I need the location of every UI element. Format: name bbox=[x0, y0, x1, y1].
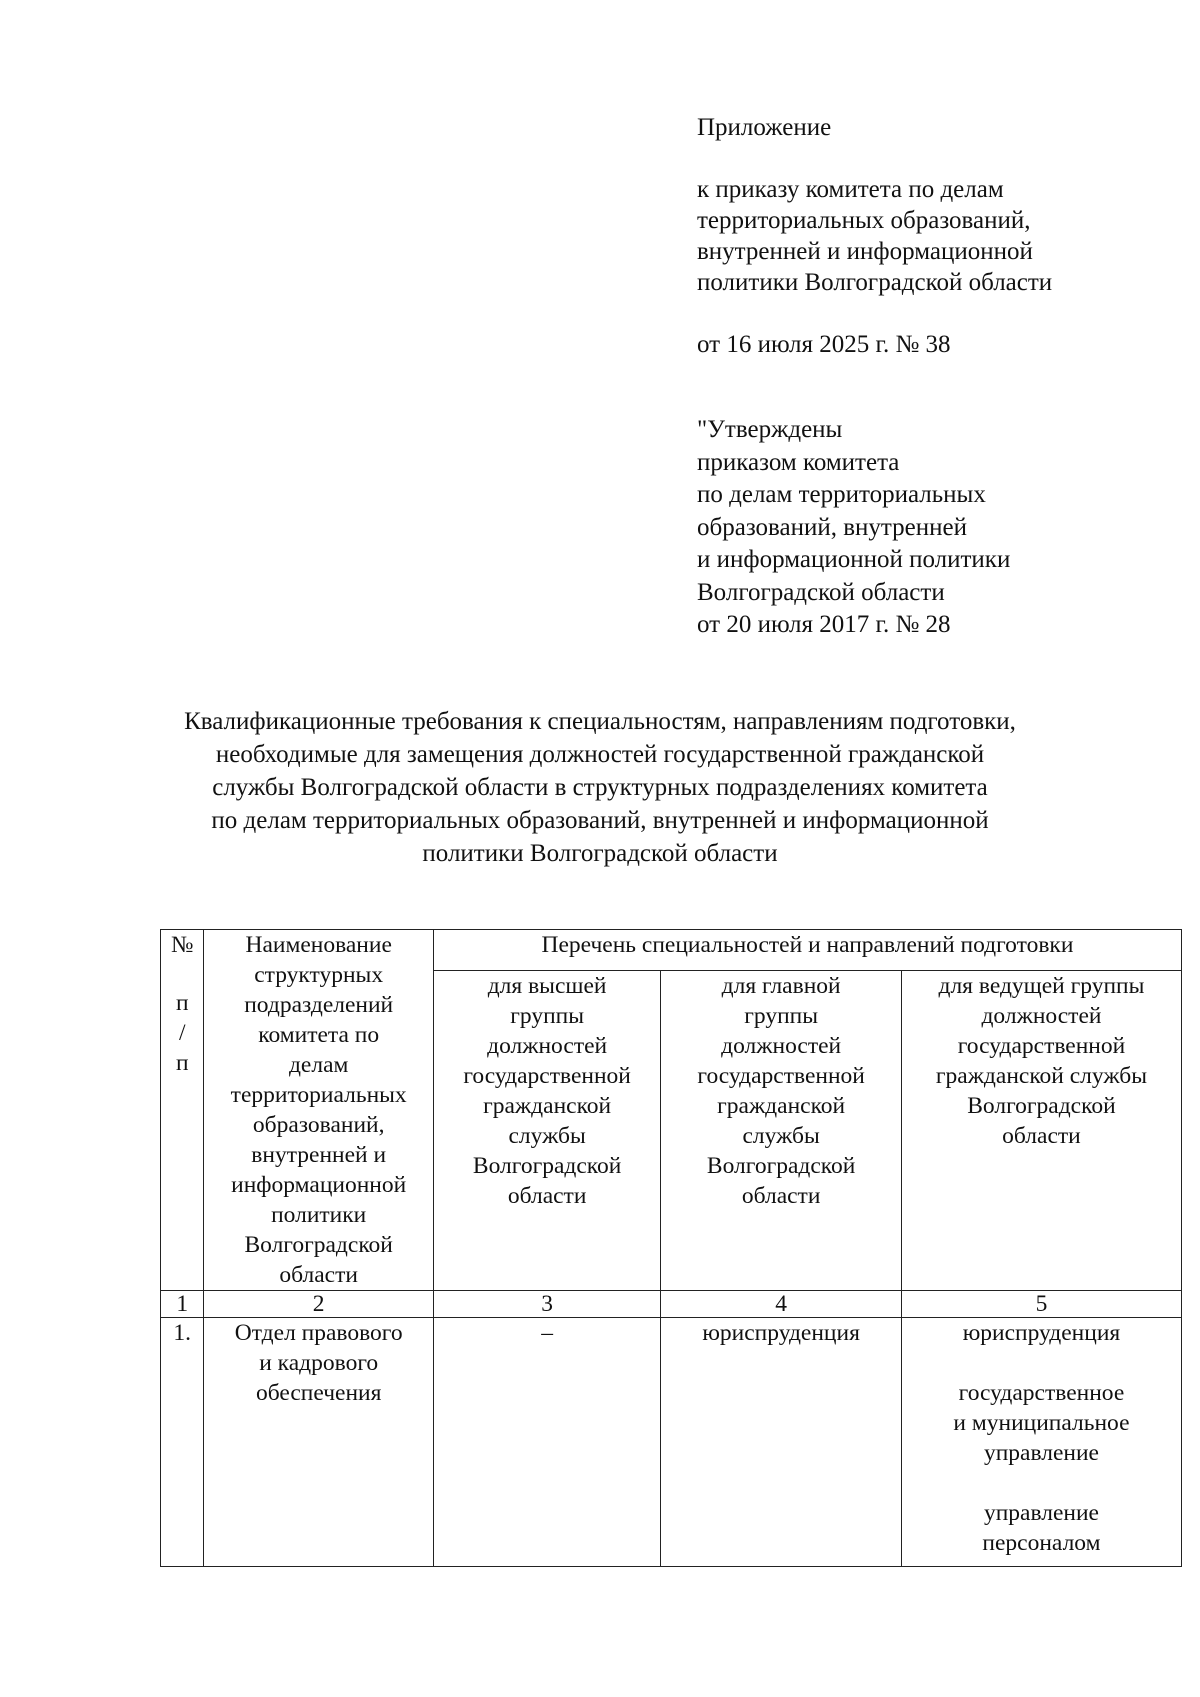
row-name-line: и кадрового bbox=[259, 1350, 379, 1376]
stack-char: п bbox=[175, 990, 189, 1016]
approved-line: от 20 июля 2017 г. № 28 bbox=[697, 611, 951, 638]
row-high-value: – bbox=[541, 1320, 553, 1346]
title-line: по делам территориальных образований, внутренней и информационной bbox=[211, 807, 989, 834]
column-number: 2 bbox=[204, 1291, 433, 1318]
header-high-group-cell bbox=[433, 971, 660, 1291]
row-high-cell bbox=[433, 1318, 660, 1567]
row-lead-line: персоналом bbox=[982, 1530, 1101, 1556]
header-main-line: области bbox=[741, 1183, 821, 1210]
header-group-cell: Перечень специальностей и направлений подготовки bbox=[433, 930, 1181, 971]
stack-char: п bbox=[175, 1050, 189, 1076]
appendix-order-line-4: политики Волгоградской области bbox=[697, 269, 1053, 296]
header-main-line: должностей bbox=[721, 1033, 842, 1060]
appendix-order-line-2 bbox=[697, 205, 1127, 236]
header-lead-group-cell bbox=[901, 971, 1181, 1291]
header-name-line: информационной bbox=[231, 1172, 407, 1198]
header-main-line: гражданской bbox=[717, 1093, 846, 1120]
header-name-line: комитета по bbox=[258, 1022, 380, 1048]
title-line: политики Волгоградской области bbox=[422, 840, 778, 867]
table-row bbox=[161, 1318, 1182, 1567]
header-main-line: службы bbox=[742, 1123, 820, 1150]
approved-line: и информационной политики bbox=[697, 546, 1011, 573]
row-name-line: Отдел правового bbox=[234, 1320, 403, 1346]
column-number: 4 bbox=[661, 1291, 902, 1318]
header-high-line: Волгоградской bbox=[472, 1153, 622, 1180]
stack-char: / bbox=[178, 1020, 186, 1046]
header-high-line: службы bbox=[508, 1123, 586, 1150]
header-lead-line: Волгоградской bbox=[967, 1093, 1116, 1120]
header-high-line: гражданской bbox=[483, 1093, 612, 1120]
column-number: 1 bbox=[161, 1291, 204, 1318]
title-line: Квалификационные требования к специальностям, направлениям подготовки, bbox=[184, 708, 1016, 735]
header-high-line: должностей bbox=[487, 1033, 608, 1060]
header-high-line: группы bbox=[510, 1003, 585, 1030]
row-lead-line: юриспруденция bbox=[962, 1320, 1121, 1346]
header-name-line: делам bbox=[288, 1052, 349, 1078]
header-name-line: территориальных bbox=[230, 1082, 407, 1108]
row-name-cell bbox=[204, 1318, 433, 1567]
header-number-cell bbox=[161, 930, 204, 1291]
header-name-line: Наименование bbox=[245, 932, 392, 958]
row-lead-line: и муниципальное bbox=[953, 1410, 1130, 1436]
title-line: службы Волгоградской области в структурных подразделениях комитета bbox=[212, 774, 988, 801]
approved-line: "Утверждены bbox=[697, 416, 843, 443]
row-lead-line: управление bbox=[983, 1440, 1099, 1466]
approved-line: приказом комитета bbox=[697, 448, 900, 476]
appendix-word: территориальных bbox=[697, 207, 885, 234]
column-number: 3 bbox=[433, 1291, 660, 1318]
header-high-line: области bbox=[507, 1183, 587, 1210]
approved-line: образований, внутренней bbox=[697, 513, 967, 541]
row-number-cell: 1. bbox=[161, 1318, 204, 1567]
header-main-line: государственной bbox=[697, 1063, 865, 1090]
header-lead-line: должностей bbox=[981, 1003, 1102, 1030]
approved-block bbox=[697, 414, 1137, 642]
appendix-date: от 16 июля 2025 г. № 38 bbox=[697, 331, 951, 358]
header-main-line: для главной bbox=[721, 973, 841, 1000]
appendix-order-line-1: к приказу комитета по делам bbox=[697, 176, 1004, 203]
column-number: 5 bbox=[901, 1291, 1181, 1318]
header-lead-line: для ведущей группы bbox=[938, 973, 1145, 1000]
header-name-line: политики bbox=[271, 1202, 367, 1228]
table-header-row bbox=[161, 930, 1182, 971]
header-main-line: Волгоградской bbox=[706, 1153, 856, 1180]
header-name-line: области bbox=[279, 1262, 358, 1288]
row-lead-line: управление bbox=[983, 1500, 1099, 1526]
approved-line: по делам территориальных bbox=[697, 481, 986, 508]
header-high-line: для высшей bbox=[487, 973, 607, 1000]
appendix-word: внутренней bbox=[697, 238, 821, 265]
header-high-line: государственной bbox=[463, 1063, 631, 1090]
document-title bbox=[130, 705, 1070, 870]
row-name-line: обеспечения bbox=[255, 1380, 382, 1406]
row-lead-cell bbox=[901, 1318, 1181, 1567]
appendix-word: образований, bbox=[890, 207, 1031, 234]
header-name-line: подразделений bbox=[244, 992, 394, 1018]
number-symbol: № bbox=[171, 932, 194, 958]
number-stack bbox=[163, 988, 201, 1078]
header-name-cell bbox=[204, 930, 433, 1291]
header-name-line: структурных bbox=[254, 962, 384, 988]
appendix-order-line-3 bbox=[697, 236, 1127, 267]
appendix-word: и bbox=[827, 238, 841, 265]
header-name-line: внутренней и bbox=[251, 1142, 387, 1168]
appendix-block bbox=[697, 112, 1137, 360]
appendix-label: Приложение bbox=[697, 114, 832, 141]
header-main-group-cell bbox=[661, 971, 902, 1291]
row-main-cell: юриспруденция bbox=[661, 1318, 902, 1567]
requirements-table bbox=[160, 929, 1182, 1567]
column-number-row bbox=[161, 1291, 1182, 1318]
approved-line: Волгоградской области bbox=[697, 578, 945, 606]
header-lead-line: государственной bbox=[957, 1033, 1126, 1060]
appendix-word: информационной bbox=[846, 238, 1033, 265]
header-name-line: образований, bbox=[252, 1112, 385, 1138]
header-name-line: Волгоградской bbox=[244, 1232, 393, 1258]
header-lead-line: области bbox=[1002, 1123, 1081, 1150]
title-line: необходимые для замещения должностей государственной гражданской bbox=[215, 741, 985, 768]
header-main-line: группы bbox=[744, 1003, 819, 1030]
header-lead-line: гражданской службы bbox=[935, 1063, 1148, 1090]
row-lead-line: государственное bbox=[958, 1380, 1125, 1406]
